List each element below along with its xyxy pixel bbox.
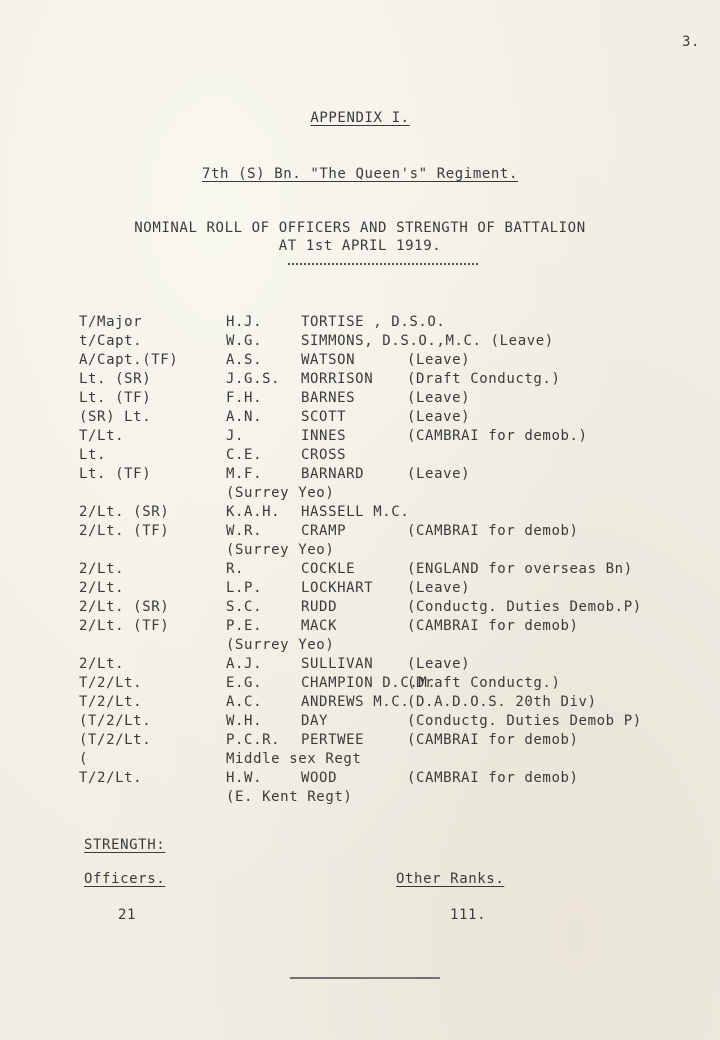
officer-name: SULLIVAN [301,656,374,672]
officer-rank: ( [79,751,89,767]
officer-name: RUDD [301,599,338,615]
page-number: 3. [682,34,701,50]
officer-note: (CAMBRAI for demob) [407,618,579,634]
officer-rank: (SR) Lt. [79,409,152,425]
officer-regiment: (Surrey Yeo) [226,637,335,653]
strength-heading: STRENGTH: [84,837,166,853]
officer-rank: 2/Lt. [79,656,125,672]
officer-name: WOOD [301,770,338,786]
officer-name: CROSS [301,447,347,463]
officer-rank: Lt. (SR) [79,371,152,387]
officer-initials: H.W. [226,770,263,786]
officers-label: Officers. [84,871,166,887]
officer-regiment: Middle sex Regt [226,751,362,767]
officer-note: (Conductg. Duties Demob.P) [407,599,642,615]
officer-regiment: (Surrey Yeo) [226,542,335,558]
officer-initials: A.S. [226,352,263,368]
officer-name: MORRISON [301,371,374,387]
officer-initials: W.G. [226,333,263,349]
officer-name: LOCKHART [301,580,374,596]
officer-name: PERTWEE [301,732,365,748]
officer-rank: T/2/Lt. [79,675,143,691]
officer-name: TORTISE , D.S.O. [301,314,446,330]
officer-name: BARNES [301,390,356,406]
officer-note: (Leave) [407,352,471,368]
officer-rank: t/Capt. [79,333,143,349]
officer-initials: P.E. [226,618,263,634]
officer-rank: (T/2/Lt. [79,713,152,729]
officer-name: SIMMONS, D.S.O.,M.C. (Leave) [301,333,554,349]
officer-note: (CAMBRAI for demob) [407,732,579,748]
officer-name: CRAMP [301,523,347,539]
officer-note: (Leave) [407,409,471,425]
officer-note: (Draft Conductg.) [407,371,561,387]
officer-note: (Conductg. Duties Demob P) [407,713,642,729]
unit-title: 7th (S) Bn. "The Queen's" Regiment. [201,166,518,182]
officer-initials: E.G. [226,675,263,691]
officer-rank: 2/Lt. (SR) [79,504,170,520]
officer-name: SCOTT [301,409,347,425]
officer-rank: T/Major [79,314,143,330]
officer-rank: Lt. (TF) [79,390,152,406]
officer-name: MACK [301,618,338,634]
officer-initials: H.J. [226,314,263,330]
officer-initials: W.R. [226,523,263,539]
officers-value: 21 [118,907,137,923]
officer-initials: F.H. [226,390,263,406]
officer-note: (CAMBRAI for demob) [407,770,579,786]
other-ranks-label: Other Ranks. [396,871,505,887]
officer-note: (Leave) [407,466,471,482]
officer-note: (CAMBRAI for demob) [407,523,579,539]
officer-initials: J.G.S. [226,371,281,387]
officer-rank: T/2/Lt. [79,694,143,710]
officer-name: WATSON [301,352,356,368]
officer-name: CHAMPION D.C.M. [301,675,437,691]
officer-rank: (T/2/Lt. [79,732,152,748]
officer-initials: K.A.H. [226,504,281,520]
officer-note: (Draft Conductg.) [407,675,561,691]
officer-name: COCKLE [301,561,356,577]
officer-name: HASSELL M.C. [301,504,410,520]
officer-rank: Lt. [79,447,107,463]
officer-note: (D.A.D.O.S. 20th Div) [407,694,597,710]
officer-name: BARNARD [301,466,365,482]
officer-name: DAY [301,713,329,729]
officer-initials: P.C.R. [226,732,281,748]
officer-name: INNES [301,428,347,444]
officer-rank: Lt. (TF) [79,466,152,482]
officer-regiment: (Surrey Yeo) [226,485,335,501]
officer-rank: A/Capt.(TF) [79,352,179,368]
officer-note: (ENGLAND for overseas Bn) [407,561,633,577]
officer-rank: 2/Lt. (TF) [79,618,170,634]
officer-initials: A.N. [226,409,263,425]
officer-initials: L.P. [226,580,263,596]
officer-initials: W.H. [226,713,263,729]
officer-rank: T/2/Lt. [79,770,143,786]
officer-initials: R. [226,561,245,577]
officer-initials: S.C. [226,599,263,615]
officer-note: (CAMBRAI for demob.) [407,428,588,444]
closing-rule [290,977,440,979]
officer-initials: J. [226,428,245,444]
officer-note: (Leave) [407,390,471,406]
roll-heading-line1: NOMINAL ROLL OF OFFICERS AND STRENGTH OF BATTALION [134,220,586,236]
officer-rank: 2/Lt. (SR) [79,599,170,615]
officer-initials: C.E. [226,447,263,463]
officer-initials: M.F. [226,466,263,482]
roll-heading-line2: AT 1st APRIL 1919. [278,238,442,254]
officer-rank: T/Lt. [79,428,125,444]
appendix-title: APPENDIX I. [310,110,410,126]
officer-rank: 2/Lt. (TF) [79,523,170,539]
heading-dashed-rule [288,263,478,265]
officer-rank: 2/Lt. [79,561,125,577]
officer-rank: 2/Lt. [79,580,125,596]
officer-initials: A.J. [226,656,263,672]
officer-regiment: (E. Kent Regt) [226,789,353,805]
officer-initials: A.C. [226,694,263,710]
officer-note: (Leave) [407,580,471,596]
other-ranks-value: 111. [450,907,487,923]
officer-note: (Leave) [407,656,471,672]
officer-name: ANDREWS M.C. [301,694,410,710]
